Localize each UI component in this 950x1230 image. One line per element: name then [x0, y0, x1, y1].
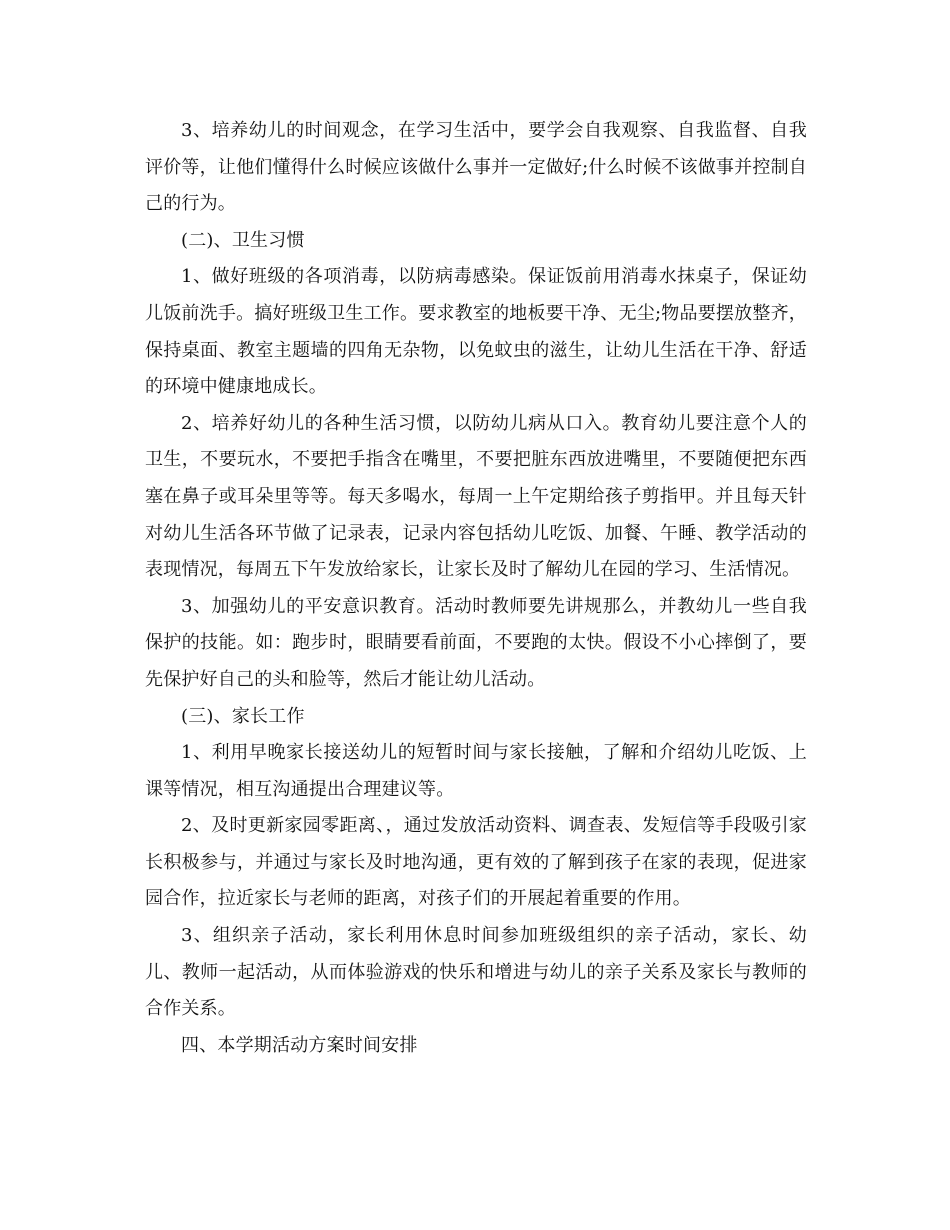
paragraph-parent-child-activity: 3、组织亲子活动，家长利用休息时间参加班级组织的亲子活动，家长、幼儿、教师一起活动，从而体验游戏的快乐和增进与幼儿的亲子关系及家长与教师的合作关系。: [145, 925, 807, 1020]
paragraph-living-habits: 2、培养好幼儿的各种生活习惯，以防幼儿病从口入。教育幼儿要注意个人的卫生，不要玩水，不要把手指含在嘴里，不要把脏东西放进嘴里，不要随便把东西塞在鼻子或耳朵里等等。每天多喝水，每周一上午定期给孩子剪指甲。并且每天针对幼儿生活各环节做了记录表，记录内容包括幼儿吃饭、加餐、午睡、教学活动的表现情况，每周五下午发放给家长，让家长及时了解幼儿在园的学习、生活情况。: [145, 412, 807, 581]
section-heading-schedule: 四、本学期活动方案时间安排: [181, 1034, 418, 1056]
paragraph-parent-contact: 1、利用早晚家长接送幼儿的短暂时间与家长接触，了解和介绍幼儿吃饭、上课等情况，相互沟通提出合理建议等。: [145, 742, 807, 800]
paragraph-safety-education: 3、加强幼儿的平安意识教育。活动时教师要先讲规那么，并教幼儿一些自我保护的技能。如：跑步时，眼睛要看前面，不要跑的太快。假设不小心摔倒了，要先保护好自己的头和脸等，然后才能让幼儿活动。: [145, 595, 807, 690]
document-body: [145, 113, 807, 1064]
section-heading-hygiene: (二)、卫生习惯: [181, 229, 305, 251]
paragraph-disinfection: 1、做好班级的各项消毒，以防病毒感染。保证饭前用消毒水抹桌子，保证幼儿饭前洗手。搞好班级卫生工作。要求教室的地板要干净、无尘;物品要摆放整齐，保持桌面、教室主题墙的四角无杂物，以免蚊虫的滋生，让幼儿生活在干净、舒适的环境中健康地成长。: [145, 266, 807, 398]
section-heading-parent-work: (三)、家长工作: [181, 705, 305, 727]
paragraph-time-concept: 3、培养幼儿的时间观念，在学习生活中，要学会自我观察、自我监督、自我评价等，让他们懂得什么时候应该做什么事并一定做好;什么时候不该做事并控制自己的行为。: [145, 120, 807, 215]
paragraph-home-school-update: 2、及时更新家园零距离、，通过发放活动资料、调查表、发短信等手段吸引家长积极参与，并通过与家长及时地沟通，更有效的了解到孩子在家的表现，促进家园合作，拉近家长与老师的距离，对孩子们的开展起着重要的作用。: [145, 815, 807, 910]
